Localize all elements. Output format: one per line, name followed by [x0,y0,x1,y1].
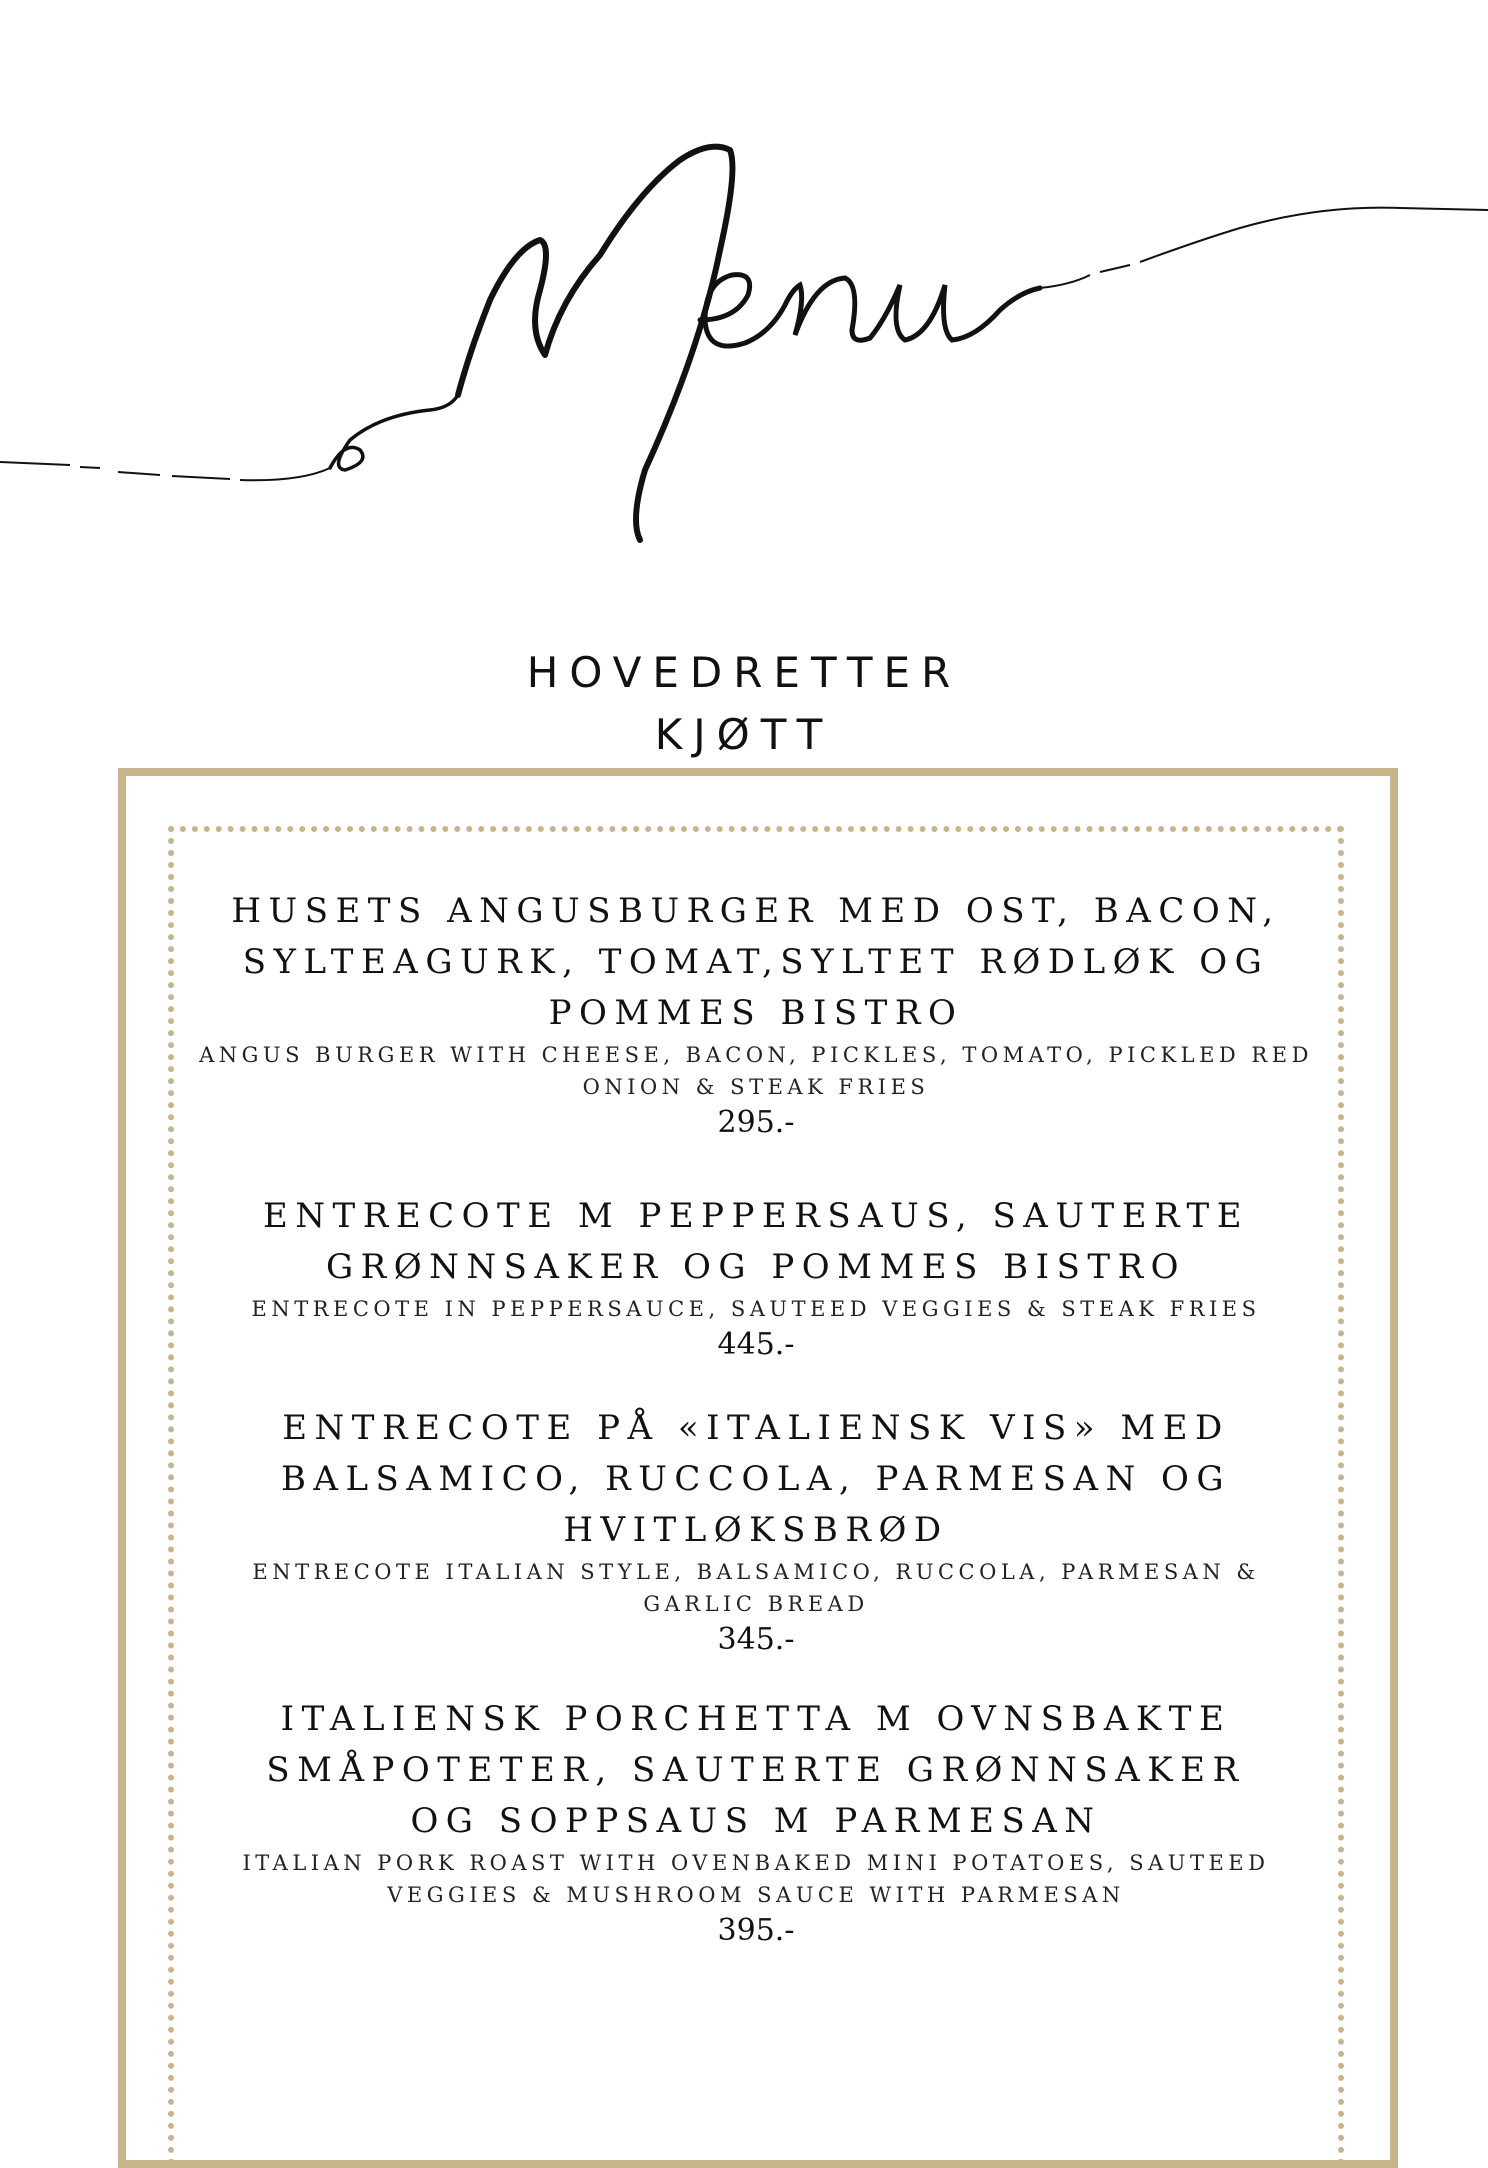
item-name: HUSETS ANGUSBURGER MED OST, BACON, SYLTEAGURK, TOMAT,SYLTET RØDLØK OG POMMES BISTRO [231,891,1281,1033]
menu-item [168,1403,1344,1660]
menu-script-title [0,0,1488,600]
item-description-en: ENTRECOTE IN PEPPERSAUCE, SAUTEED VEGGIES & STEAK FRIES [251,1297,1261,1321]
item-name: ENTRECOTE PÅ «ITALIENSK VIS» MED BALSAMICO, RUCCOLA, PARMESAN OG HVITLØKSBRØD [280,1408,1232,1550]
section-heading-main-courses: HOVEDRETTER [526,648,962,697]
item-description-en: ANGUS BURGER WITH CHEESE, BACON, PICKLES, TOMATO, PICKLED RED ONION & STEAK FRIES [199,1043,1313,1099]
item-name: ENTRECOTE M PEPPERSAUS, SAUTERTE GRØNNSAKER OG POMMES BISTRO [262,1196,1250,1287]
item-description-en: ENTRECOTE ITALIAN STYLE, BALSAMICO, RUCCOLA, PARMESAN & GARLIC BREAD [252,1560,1260,1616]
item-price: 395.- [717,1913,795,1948]
menu-item [168,1191,1344,1365]
item-description-en: ITALIAN PORK ROAST WITH OVENBAKED MINI POTATOES, SAUTEED VEGGIES & MUSHROOM SAUCE WITH PARMESAN [242,1851,1270,1907]
menu-item [168,886,1344,1143]
item-price: 345.- [717,1622,795,1657]
item-price: 445.- [717,1327,795,1362]
menu-item [168,1694,1344,1951]
section-heading-meat: KJØTT [654,710,834,759]
item-name: ITALIENSK PORCHETTA M OVNSBAKTE SMÅPOTETER, SAUTERTE GRØNNSAKER OG SOPPSAUS M PARMESAN [266,1699,1246,1841]
item-price: 295.- [717,1105,795,1140]
